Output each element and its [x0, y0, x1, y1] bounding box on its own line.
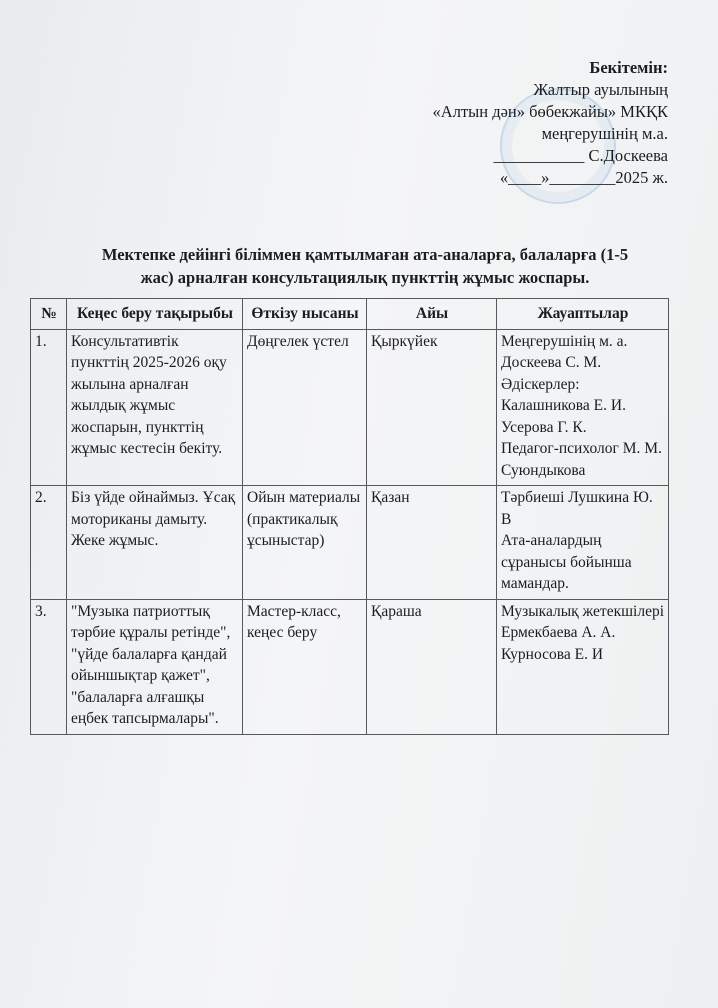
table-row [31, 486, 669, 600]
responsible-line: Ата-аналардың сұранысы бойынша мамандар. [501, 532, 632, 592]
header-number: № [31, 299, 67, 330]
responsible-line: Курносова Е. И [501, 645, 604, 663]
approval-line: Жалтыр ауылының [533, 80, 668, 99]
header-topic: Кеңес беру тақырыбы [67, 299, 243, 330]
approval-date-line: «____»________2025 ж. [499, 168, 668, 187]
responsible-line: Әдіскерлер: Калашникова Е. И. [501, 375, 626, 414]
plan-table [30, 298, 669, 735]
cell-number: 3. [31, 599, 67, 734]
cell-responsible [497, 329, 669, 486]
responsible-line: Педагог-психолог М. М. Суюндыкова [501, 440, 662, 479]
responsible-line: Музыкалық жетекшілері Ермекбаева А. А. [501, 602, 665, 641]
cell-topic: Біз үйде ойнаймыз. Ұсақ моториканы дамыту. Жеке жұмыс. [67, 486, 243, 600]
approval-signature-line: ___________ С.Доскеева [493, 146, 668, 165]
approval-line: «Алтын дән» бөбекжайы» МКҚК [432, 102, 668, 121]
cell-form: Ойын материалы (практикалық ұсыныстар) [243, 486, 367, 600]
cell-number: 2. [31, 486, 67, 600]
document-title [60, 243, 670, 289]
cell-month: Қазан [367, 486, 497, 600]
cell-responsible [497, 599, 669, 734]
responsible-line: Усерова Г. К. [501, 418, 587, 436]
cell-month: Қараша [367, 599, 497, 734]
cell-month: Қыркүйек [367, 329, 497, 486]
table-row [31, 329, 669, 486]
header-form: Өткізу нысаны [243, 299, 367, 330]
document-title-line: жас) арналған консультациялық пункттің жұмыс жоспары. [140, 268, 590, 287]
approval-line: меңгерушінің м.а. [541, 124, 668, 143]
header-month: Айы [367, 299, 497, 330]
approval-block [433, 57, 668, 189]
cell-number: 1. [31, 329, 67, 486]
cell-responsible [497, 486, 669, 600]
responsible-line: Тәрбиеші Лушкина Ю. В [501, 489, 653, 528]
document-title-line: Мектепке дейінгі біліммен қамтылмаған ата-аналарға, балаларға (1-5 [101, 245, 629, 264]
cell-topic: Консультативтік пункттің 2025-2026 оқу жылына арналған жылдық жұмыс жоспарын, пункттің жұмыс кестесін бекіту. [67, 329, 243, 486]
table-row [31, 599, 669, 734]
cell-form: Мастер-класс, кеңес беру [243, 599, 367, 734]
cell-form: Дөңгелек үстел [243, 329, 367, 486]
responsible-line: Меңгерушінің м. а. Доскеева С. М. [501, 332, 628, 371]
table-header-row [31, 299, 669, 330]
approval-title: Бекітемін: [589, 58, 668, 77]
cell-topic: "Музыка патриоттық тәрбие құралы ретінде", "үйде балаларға қандай ойыншықтар қажет", "балаларға алғашқы еңбек тапсырмалары". [67, 599, 243, 734]
header-responsible: Жауаптылар [497, 299, 669, 330]
